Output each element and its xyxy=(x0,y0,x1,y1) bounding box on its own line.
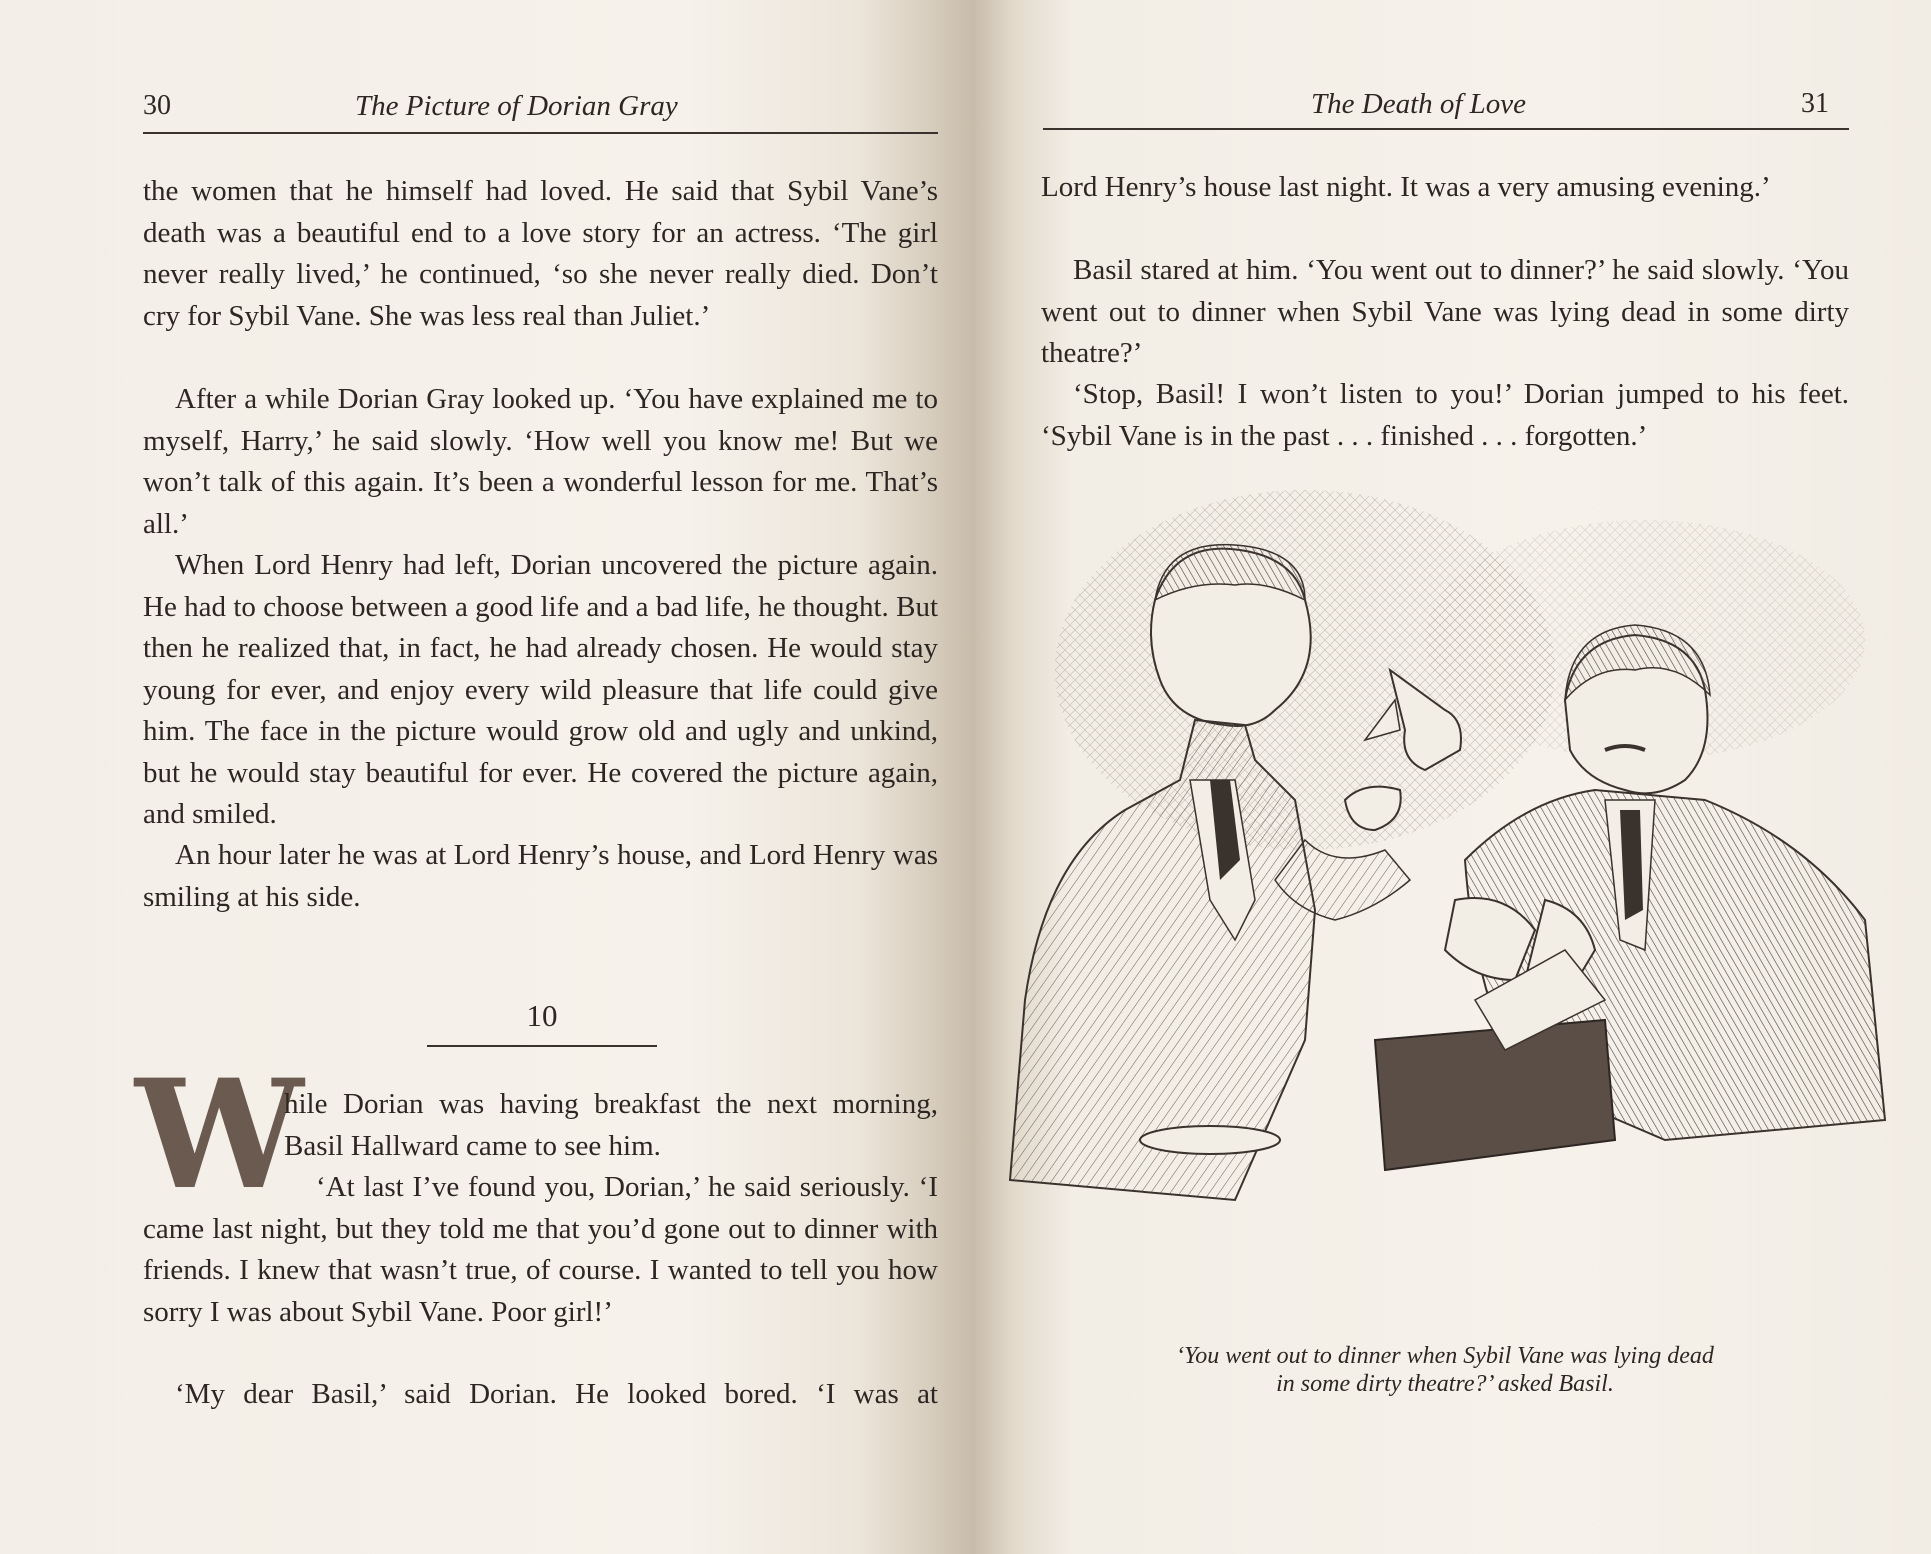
right-header-rule xyxy=(1043,128,1849,130)
chapter-paragraph-1: hile Dorian was having breakfast the next morning, Basil Hallward came to see him. xyxy=(284,1088,938,1162)
table-box xyxy=(1375,1020,1615,1170)
drop-cap: W xyxy=(135,1047,304,1223)
right-running-title: The Death of Love xyxy=(1311,88,1527,120)
left-page-number: 30 xyxy=(143,90,171,121)
left-paragraph-1: the women that he himself had loved. He said that Sybil Vane’s death was a beautiful end to a love story for an actress. ‘The girl never really lived,’ he continued, ‘so she never really died. Don’t cry for Sybil Vane. She was less real than Juliet.’ xyxy=(143,175,938,332)
chapter-number: 10 xyxy=(526,998,558,1033)
illustration-caption-line-2: in some dirty theatre?’ asked Basil. xyxy=(1276,1371,1614,1397)
chapter-paragraph-2: ‘At last I’ve found you, Dorian,’ he said seriously. ‘I came last night, but they told me that you’d gone out to dinner with friends. I knew that wasn’t true, of course. I wanted to tell you how sorry I was about Sybil Vane. Poor girl!’ xyxy=(143,1171,938,1328)
illustration-dorian-and-basil xyxy=(1005,480,1895,1300)
left-paragraph-2: After a while Dorian Gray looked up. ‘You have explained me to myself, Harry,’ he said slowly. ‘How well you know me! But we won’t talk of this again. It’s been a wonderful lesson for me. That’s all.’ xyxy=(143,383,938,540)
left-paragraph-3: When Lord Henry had left, Dorian uncovered the picture again. He had to choose between a good life and a bad life, he thought. But then he realized that, in fact, he had already chosen. He would stay young for ever, and enjoy every wild pleasure that life could give him. The face in the picture would grow old and ugly and unkind, but he would stay beautiful for ever. He covered the picture again, and smiled. xyxy=(143,549,938,830)
illustration-caption-line-1: ‘You went out to dinner when Sybil Vane was lying dead xyxy=(1176,1343,1714,1369)
right-paragraph-1: Lord Henry’s house last night. It was a very amusing evening.’ xyxy=(1041,171,1771,203)
left-header-rule xyxy=(143,132,938,134)
right-page xyxy=(975,0,1931,1554)
right-page-number: 31 xyxy=(1801,88,1829,119)
chapter-rule xyxy=(427,1045,657,1047)
chapter-paragraph-3: ‘My dear Basil,’ said Dorian. He looked bored. ‘I was at xyxy=(175,1378,938,1410)
left-running-title: The Picture of Dorian Gray xyxy=(355,90,678,122)
right-paragraph-2: Basil stared at him. ‘You went out to dinner?’ he said slowly. ‘You went out to dinner when Sybil Vane was lying dead in some dirty theatre?’ xyxy=(1041,254,1849,369)
left-paragraph-4: An hour later he was at Lord Henry’s house, and Lord Henry was smiling at his side. xyxy=(143,839,938,913)
right-paragraph-3: ‘Stop, Basil! I won’t listen to you!’ Dorian jumped to his feet. ‘Sybil Vane is in the past . . . finished . . . forgotten.’ xyxy=(1041,378,1849,452)
